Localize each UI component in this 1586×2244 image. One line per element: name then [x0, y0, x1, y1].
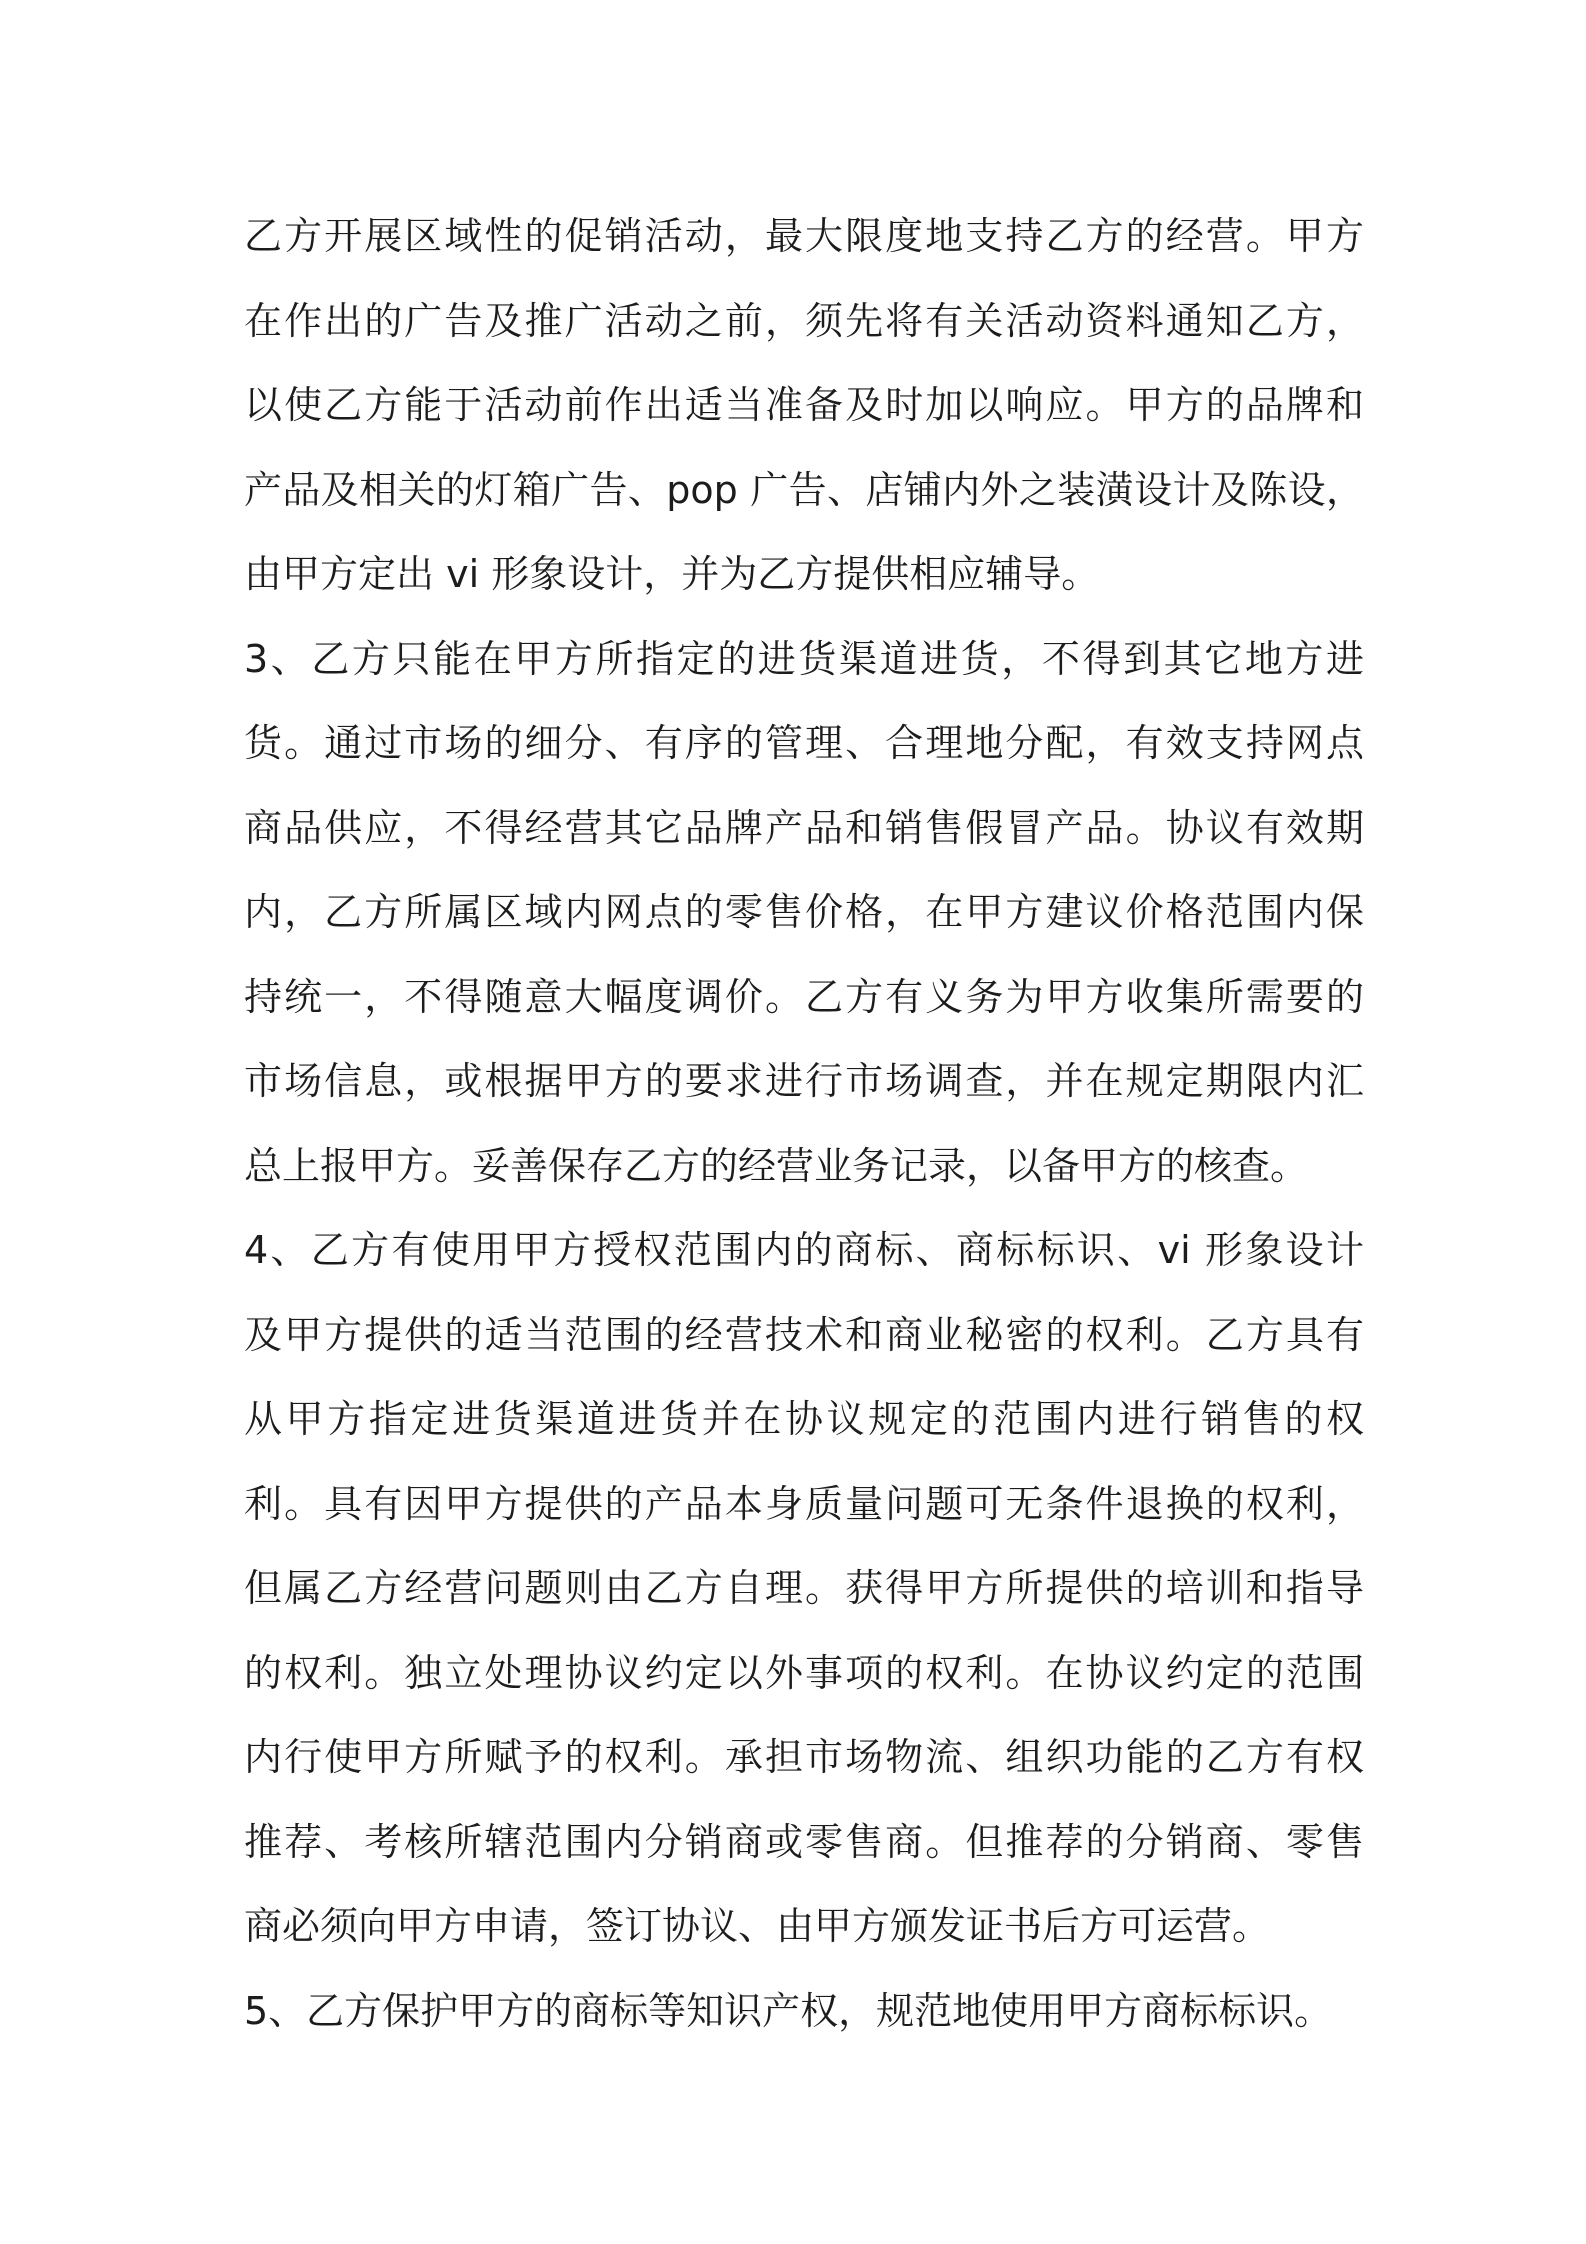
text-line: 以使乙方能于活动前作出适当准备及时加以响应。甲方的品牌和 [244, 383, 1364, 427]
text-line: 商必须向甲方申请，签订协议、由甲方颁发证书后方可运营。 [244, 1904, 1271, 1948]
text-line: 及甲方提供的适当范围的经营技术和商业秘密的权利。乙方具有 [244, 1312, 1364, 1357]
text-line: 的权利。独立处理协议约定以外事项的权利。在协议约定的范围 [244, 1650, 1364, 1695]
text-line: 货。通过市场的细分、有序的管理、合理地分配，有效支持网点 [244, 721, 1364, 765]
text-line: 4、乙方有使用甲方授权范围内的商标、商标标识、vi 形象设计 [244, 1228, 1364, 1272]
text-line: 产品及相关的灯箱广告、pop 广告、店铺内外之装潢设计及陈设， [244, 467, 1364, 512]
text-line: 3、乙方只能在甲方所指定的进货渠道进货，不得到其它地方进 [244, 636, 1364, 681]
text-line: 内，乙方所属区域内网点的零售价格，在甲方建议价格范围内保 [244, 890, 1364, 934]
text-line: 乙方开展区域性的促销活动，最大限度地支持乙方的经营。甲方 [244, 214, 1364, 258]
text-line: 从甲方指定进货渠道进货并在协议规定的范围内进行销售的权 [244, 1397, 1364, 1441]
text-line: 5、乙方保护甲方的商标等知识产权，规范地使用甲方商标标识。 [244, 1988, 1333, 2033]
text-line: 市场信息，或根据甲方的要求进行市场调查，并在规定期限内汇 [244, 1059, 1364, 1103]
document-body-text [244, 194, 1364, 2053]
text-line: 在作出的广告及推广活动之前，须先将有关活动资料通知乙方， [244, 298, 1364, 343]
text-line: 但属乙方经营问题则由乙方自理。获得甲方所提供的培训和指导 [244, 1566, 1364, 1610]
text-line: 利。具有因甲方提供的产品本身质量问题可无条件退换的权利， [244, 1481, 1364, 1526]
text-line: 总上报甲方。妥善保存乙方的经营业务记录，以备甲方的核查。 [244, 1143, 1309, 1188]
text-line: 由甲方定出 vi 形象设计，并为乙方提供相应辅导。 [244, 552, 1100, 596]
text-line: 推荐、考核所辖范围内分销商或零售商。但推荐的分销商、零售 [244, 1819, 1364, 1864]
text-line: 内行使甲方所赋予的权利。承担市场物流、组织功能的乙方有权 [244, 1735, 1364, 1779]
text-line: 持统一，不得随意大幅度调价。乙方有义务为甲方收集所需要的 [244, 974, 1364, 1019]
text-line: 商品供应，不得经营其它品牌产品和销售假冒产品。协议有效期 [244, 805, 1364, 850]
